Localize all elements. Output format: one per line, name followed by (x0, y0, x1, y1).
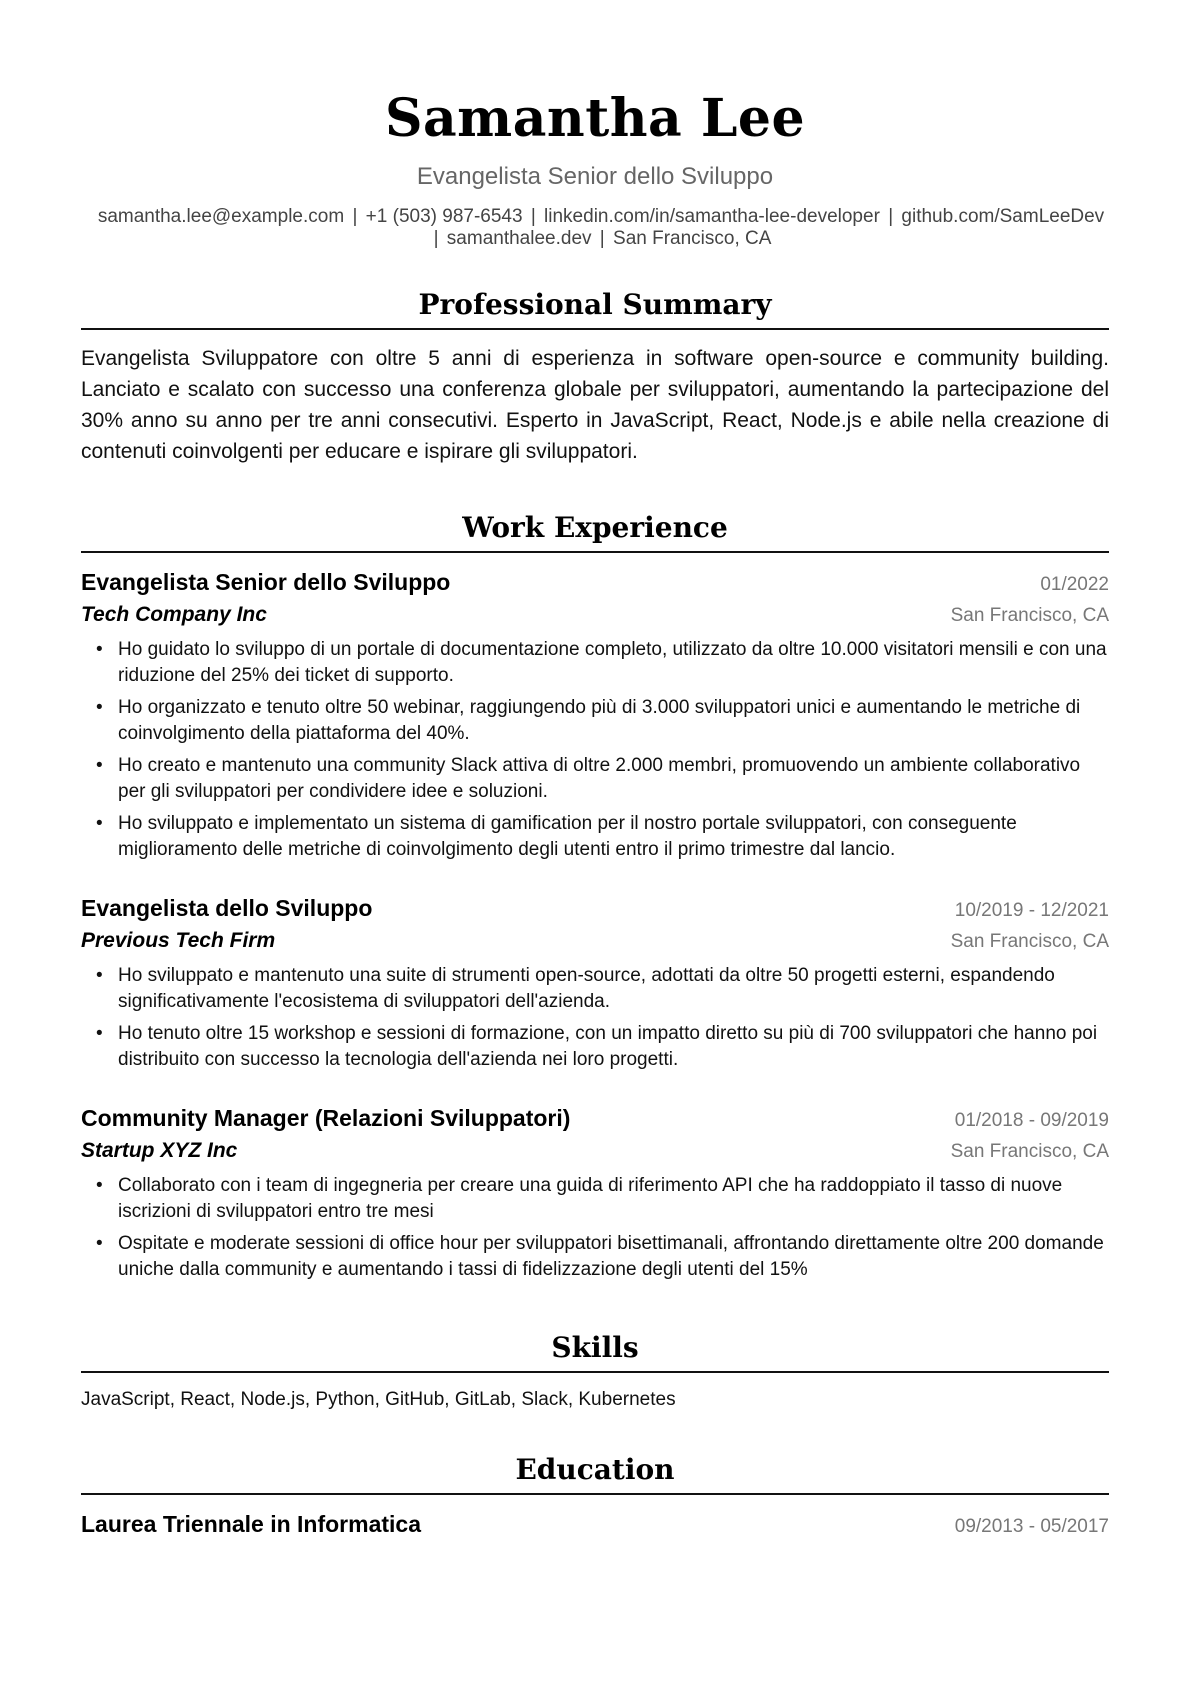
contact-phone[interactable]: +1 (503) 987-6543 (365, 206, 523, 227)
contact-email[interactable]: samantha.lee@example.com (97, 206, 345, 227)
job-bullet (96, 695, 1109, 747)
job-bullet (96, 1173, 1109, 1225)
job-bullet-text: Ho guidato lo sviluppo di un portale di documentazione completo, utilizzato da oltre 10.000 visitatori mensili e con una riduzione del 25% dei ticket di supporto. (118, 639, 1107, 686)
bullet-icon: • (96, 1175, 103, 1196)
bullet-icon: • (96, 1233, 103, 1254)
section-title-summary: Professional Summary (81, 288, 1109, 330)
education-section (81, 1453, 1109, 1542)
education-degree: Laurea Triennale in Informatica (81, 1511, 421, 1537)
job-title: Evangelista Senior dello Sviluppo (81, 569, 451, 595)
job-bullet-text: Ospitate e moderate sessioni di office hour per sviluppatori bisettimanali, affrontando direttamente oltre 200 domande uniche dalla community e aumentando i tassi di fidelizzazione degli utenti del 15% (118, 1233, 1104, 1280)
job-bullets (81, 963, 1109, 1073)
job-date: 01/2022 (1040, 574, 1109, 595)
job-date: 01/2018 - 09/2019 (954, 1110, 1109, 1131)
job-header-row (81, 893, 1109, 926)
job-company: Previous Tech Firm (81, 929, 276, 952)
bullet-icon: • (96, 697, 103, 718)
contact-linkedin[interactable]: linkedin.com/in/samantha-lee-developer (544, 206, 880, 227)
section-title-education: Education (81, 1453, 1109, 1495)
bullet-icon: • (96, 965, 103, 986)
resume-header (81, 0, 1109, 250)
job-bullet-text: Ho sviluppato e mantenuto una suite di strumenti open-source, adottati da oltre 50 progetti esterni, espandendo significativamente l'ecosistema di sviluppatori dell'azienda. (118, 965, 1055, 1012)
job-bullet (96, 963, 1109, 1015)
job-bullet (96, 753, 1109, 805)
job-bullet-text: Ho creato e mantenuto una community Slack attiva di oltre 2.000 membri, promuovendo un ambiente collaborativo per gli sviluppatori per condividere idee e soluzioni. (118, 755, 1081, 802)
contact-separator: | (888, 206, 894, 227)
job-location: San Francisco, CA (950, 1141, 1109, 1162)
bullet-icon: • (96, 639, 103, 660)
job-bullet-text: Ho organizzato e tenuto oltre 50 webinar, raggiungendo più di 3.000 sviluppatori unici e aumentando le metriche di coinvolgimento della piattaforma del 40%. (118, 697, 1081, 744)
contact-separator: | (599, 228, 605, 249)
job-date: 10/2019 - 12/2021 (954, 900, 1109, 921)
bullet-icon: • (96, 755, 103, 776)
skills-section (81, 1331, 1109, 1413)
summary-section (81, 288, 1109, 467)
education-date: 09/2013 - 05/2017 (954, 1516, 1109, 1537)
job-bullet (96, 637, 1109, 689)
contact-website[interactable]: samanthalee.dev (446, 228, 592, 249)
job-company: Tech Company Inc (81, 603, 267, 626)
skills-list: JavaScript, React, Node.js, Python, GitHub, GitLab, Slack, Kubernetes (81, 1389, 676, 1410)
contact-location: San Francisco, CA (613, 228, 772, 249)
job-bullets (81, 637, 1109, 863)
job-bullets (81, 1173, 1109, 1283)
job-company-row (81, 600, 1109, 631)
section-title-skills: Skills (81, 1331, 1109, 1373)
job-bullet (96, 1231, 1109, 1283)
job-location: San Francisco, CA (950, 605, 1109, 626)
candidate-headline: Evangelista Senior dello Sviluppo (416, 163, 774, 190)
job-bullet-text: Ho sviluppato e implementato un sistema di gamification per il nostro portale sviluppatori, con conseguente miglioramento delle metriche di coinvolgimento degli utenti entro il primo trimestre dal lancio. (118, 813, 1017, 860)
job-header-row (81, 1103, 1109, 1136)
job-entry (81, 567, 1109, 863)
contact-separator: | (352, 206, 358, 227)
bullet-icon: • (96, 813, 103, 834)
section-title-experience: Work Experience (81, 511, 1109, 553)
summary-text: Evangelista Sviluppatore con oltre 5 anni di esperienza in software open-source e community building. Lanciato e scalato con successo una conferenza globale per sviluppatori, aumentando la partecipazione del 30% anno su anno per tre anni consecutivi. Esperto in JavaScript, React, Node.js e abile nella creazione di contenuti coinvolgenti per educare e ispirare gli sviluppatori. (81, 347, 1109, 463)
contact-github[interactable]: github.com/SamLeeDev (901, 206, 1105, 227)
experience-section (81, 511, 1109, 1283)
contact-separator: | (530, 206, 536, 227)
job-company-row (81, 1136, 1109, 1167)
job-company-row (81, 926, 1109, 957)
contact-info (81, 206, 1121, 250)
bullet-icon: • (96, 1023, 103, 1044)
education-entry (81, 1509, 1109, 1542)
job-bullet-text: Collaborato con i team di ingegneria per creare una guida di riferimento API che ha raddoppiato il tasso di nuove iscrizioni di sviluppatori entro tre mesi (118, 1175, 1063, 1222)
job-title: Community Manager (Relazioni Sviluppatori) (81, 1105, 571, 1131)
job-entry (81, 893, 1109, 1073)
job-bullet (96, 811, 1109, 863)
candidate-name: Samantha Lee (384, 88, 806, 149)
job-bullet (96, 1021, 1109, 1073)
job-title: Evangelista dello Sviluppo (81, 895, 373, 921)
job-location: San Francisco, CA (950, 931, 1109, 952)
job-entry (81, 1103, 1109, 1283)
contact-separator: | (433, 228, 439, 249)
job-company: Startup XYZ Inc (81, 1139, 238, 1162)
job-header-row (81, 567, 1109, 600)
job-bullet-text: Ho tenuto oltre 15 workshop e sessioni di formazione, con un impatto diretto su più di 700 sviluppatori che hanno poi distribuito con successo la tecnologia dell'azienda nei loro progetti. (118, 1023, 1098, 1070)
